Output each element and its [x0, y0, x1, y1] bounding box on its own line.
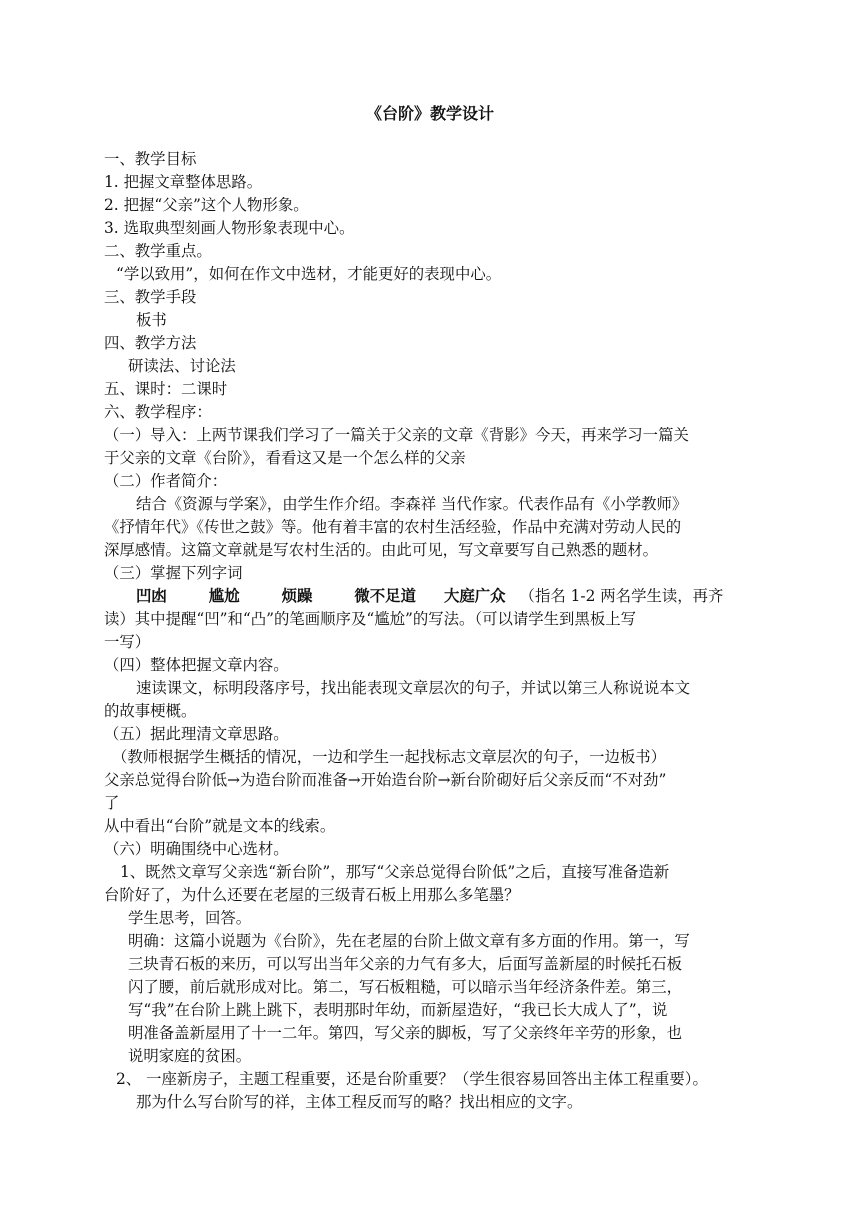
answer-1-line-1: 明确：这篇小说题为《台阶》，先在老屋的台阶上做文章有多方面的作用。第一，写: [128, 932, 690, 950]
structure-note: （教师根据学生概括的情况，一边和学生一起找标志文章层次的句子，一边板书）: [112, 748, 667, 766]
answer-1-line-4: 写“我”在台阶上跳上跳下，表明那时年幼，而新屋造好，“我已长大成人了”，说: [128, 1001, 668, 1019]
structure-flow: 父亲总觉得台阶低→为造台阶而准备→开始造台阶→新台阶砌好后父亲反而“不对劲”: [104, 771, 667, 789]
question-1-line-1: 1、既然文章写父亲选“新台阶”，那写“父亲总觉得台阶低”之后，直接写准备造新: [120, 863, 670, 881]
vocab-word: 微不足道: [354, 587, 416, 605]
answer-1-line-5: 明准备盖新屋用了十一二年。第四，写父亲的脚板，写了父亲终年辛劳的形象，也: [128, 1024, 683, 1042]
vocab-word: 大庭广众: [443, 587, 506, 605]
vocab-note-line-2: 读）其中提醒“凹”和“凸”的笔画顺序及“尴尬”的写法。（可以请学生到黑板上写: [104, 610, 637, 628]
section-heading-hours: 五、课时：二课时: [104, 380, 228, 398]
vocab-word: 烦躁: [281, 587, 313, 605]
section-heading-objectives: 一、教学目标: [104, 150, 197, 168]
content-text-line-2: 的故事梗概。: [104, 702, 197, 720]
vocab-note: （指名 1-2 两名学生读，再齐: [519, 587, 724, 605]
vocab-heading: （三）掌握下列字词: [104, 564, 243, 582]
objective-item-3: 3. 选取典型刻画人物形象表现中心。: [104, 219, 355, 237]
vocab-words-line: [136, 585, 860, 607]
objective-item-1: 1. 把握文章整体思路。: [104, 173, 263, 191]
content-heading: （四）整体把握文章内容。: [104, 656, 289, 674]
author-text-line-1: 结合《资源与学案》，由学生作介绍。李森祥 当代作家。代表作品有《小学教师》: [136, 495, 688, 513]
author-text-line-3: 深厚感情。这篇文章就是写农村生活的。由此可见，写文章要写自己熟悉的题材。: [104, 541, 659, 559]
question-1-line-2: 台阶好了，为什么还要在老屋的三级青石板上用那么多笔墨？: [104, 886, 520, 904]
author-heading: （二）作者简介：: [104, 472, 228, 490]
section-heading-focus: 二、教学重点。: [104, 242, 212, 260]
means-text: 板书: [136, 311, 167, 329]
author-text-line-2: 《抒情年代》《传世之鼓》等。他有着丰富的农村生活经验，作品中充满对劳动人民的: [104, 518, 682, 536]
procedure-intro-line-1: （一）导入：上两节课我们学习了一篇关于父亲的文章《背影》今天，再来学习一篇关: [104, 426, 689, 444]
answer-1-line-2: 三块青石板的来历，可以写出当年父亲的力气有多大，后面写盖新屋的时候托石板: [128, 955, 683, 973]
question-1-student: 学生思考，回答。: [128, 909, 252, 927]
procedure-intro-line-2: 于父亲的文章《台阶》，看看这又是一个怎么样的父亲: [104, 449, 466, 467]
vocab-note-line-3: 一写）: [104, 633, 151, 651]
section-heading-methods: 四、教学方法: [104, 334, 197, 352]
structure-heading: （五）据此理清文章思路。: [104, 725, 289, 743]
section-heading-means: 三、教学手段: [104, 288, 197, 306]
objective-item-2: 2. 把握“父亲”这个人物形象。: [104, 196, 309, 214]
content-text-line-1: 速读课文，标明段落序号，找出能表现文章层次的句子，并试以第三人称说说本文: [136, 679, 691, 697]
structure-conclusion: 从中看出“台阶”就是文本的线索。: [104, 817, 336, 835]
material-heading: （六）明确围绕中心选材。: [104, 840, 289, 858]
methods-text: 研读法、讨论法: [128, 357, 236, 375]
focus-text: “学以致用”，如何在作文中选材，才能更好的表现中心。: [116, 265, 502, 283]
section-heading-procedure: 六、教学程序：: [104, 403, 212, 421]
structure-flow-end: 了: [104, 794, 120, 812]
vocab-word: 尴尬: [208, 587, 240, 605]
vocab-word: 凹凼: [136, 587, 167, 605]
document-title: 《台阶》教学设计: [365, 104, 494, 123]
question-2-line-1: 2、 一座新房子，主题工程重要，还是台阶重要？（学生很容易回答出主体工程重要）。: [116, 1070, 708, 1088]
question-2-line-2: 那为什么写台阶写的祥，主体工程反而写的略？找出相应的文字。: [136, 1093, 583, 1111]
answer-1-line-3: 闪了腰，前后就形成对比。第二，写石板粗糙，可以暗示当年经济条件差。第三，: [128, 978, 683, 996]
answer-1-line-6: 说明家庭的贫困。: [128, 1047, 252, 1065]
